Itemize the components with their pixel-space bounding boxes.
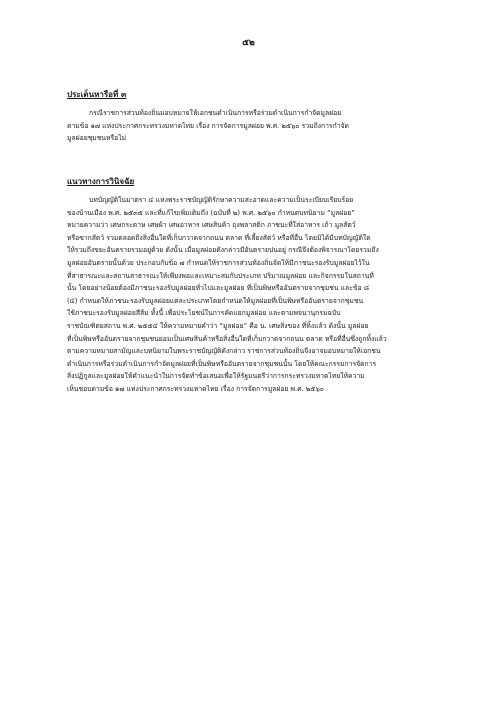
- opinion-line: หรือซากสัตว์ รวมตลอดถึงสิ่งอื่นใดที่เก็บกวาดจากถนน ตลาด ที่เลี้ยงสัตว์ หรือที่อื่น โดยมิได้มีบทบัญญัติใด: [67, 233, 371, 242]
- opinion-line: ที่สาธารณะและสถานสาธารณะให้เพียงพอและเหมาะสมกับประเภท ปริมาณมูลฝอย และกิจกรรมในสถานที่: [67, 271, 374, 280]
- opinion-line: ดำเนินการหรือร่วมดำเนินการกำจัดมูลฝอยที่เป็นพิษหรืออันตรายจากชุมชนนั้น โดยให้คณะกรรมการจัดการ: [67, 359, 377, 368]
- opinion-paragraph: [67, 194, 429, 396]
- issue-line: มูลฝอยชุมชนหรือไม่: [67, 134, 127, 143]
- opinion-line: ใช้ภาชนะรองรับมูลฝอยสีส้ม ทั้งนี้ เพื่อประโยชน์ในการคัดแยกมูลฝอย และตามพจนานุกรมฉบับ: [67, 309, 341, 318]
- opinion-line: ราชบัณฑิตยสถาน พ.ศ. ๒๕๕๔ ให้ความหมายคำว่า “มูลฝอย” คือ น. เศษสิ่งของ ที่ทิ้งแล้ว ดังนั้น มูลฝอย: [67, 321, 369, 330]
- opinion-line: บทบัญญัติในมาตรา ๔ แห่งพระราชบัญญัติรักษาความสะอาดและความเป็นระเบียบเรียบร้อย: [89, 196, 354, 204]
- issue-heading: ประเด็นหารือที่ ๓: [67, 90, 127, 99]
- issue-paragraph: [67, 107, 429, 145]
- opinion-line: (๔) กำหนดให้ภาชนะรองรับมูลฝอยแต่ละประเภทโดยกำหนดให้มูลฝอยที่เป็นพิษหรืออันตรายจากชุมชน: [67, 296, 364, 305]
- issue-section: [67, 88, 429, 145]
- opinion-line: ให้รวมถึงขยะอันตรายรวมอยู่ด้วย ดังนั้น เมื่อมูลฝอยดังกล่าวมีอันตรายปนอยู่ กรณีจึงต้องพิจารณาโดยรวมถึง: [67, 246, 379, 255]
- opinion-line: หมายความว่า เศษกระดาษ เศษผ้า เศษอาหาร เศษสินค้า ถุงพลาสติก ภาชนะที่ใส่อาหาร เถ้า มูลสัตว์: [67, 221, 356, 230]
- page-number: ๕๒: [242, 38, 255, 48]
- issue-line: ตามข้อ ๑๗ แห่งประกาศกระทรวงมหาดไทย เรื่อง การจัดการมูลฝอย พ.ศ. ๒๕๖๐ รวมถึงการกำจัด: [67, 121, 349, 130]
- opinion-line: ตามความหมายสามัญและบทนิยามในพระราชบัญญัติดังกล่าว ราชการส่วนท้องถิ่นจึงอาจมอบหมายให้เอกชน: [67, 347, 381, 356]
- opinion-line: นั้น โดยอย่างน้อยต้องมีภาชนะรองรับมูลฝอยทั่วไปและมูลฝอย ที่เป็นพิษหรืออันตรายจากชุมชน และข้อ ๘: [67, 284, 369, 293]
- opinion-line: ของบ้านเมือง พ.ศ. ๒๕๓๕ และที่แก้ไขเพิ่มเติมถึง (ฉบับที่ ๒) พ.ศ. ๒๕๖๐ กำหนดบทนิยาม “มูลฝอย”: [67, 208, 355, 217]
- issue-line: กรณีราชการส่วนท้องถิ่นมอบหมายให้เอกชนดำเนินการหรือร่วมดำเนินการกำจัดมูลฝอย: [89, 109, 342, 117]
- opinion-line: สิ่งปฏิกูลและมูลฝอยให้คำแนะนำในการจัดทำข้อเสนอเพื่อให้รัฐมนตรีว่าการกระทรวงมหาดไทยให้ความ: [67, 372, 365, 381]
- opinion-line: เห็นชอบตามข้อ ๑๗ แห่งประกาศกระทรวงมหาดไทย เรื่อง การจัดการมูลฝอย พ.ศ. ๒๕๖๐: [67, 384, 324, 393]
- opinion-section: [67, 175, 429, 396]
- opinion-line: มูลฝอยอันตรายนั้นด้วย ประกอบกับข้อ ๗ กำหนดให้ราชการส่วนท้องถิ่นจัดให้มีภาชนะรองรับมูลฝอยไว้ใน: [67, 258, 370, 267]
- opinion-heading: แนวทางการวินิจฉัย: [67, 177, 135, 186]
- opinion-line: ที่เป็นพิษหรืออันตรายจากชุมชนย่อมเป็นเศษสินค้าหรือสิ่งอื่นใดที่เก็บกวาดจากถนน ตลาด หรือที่อื่นซึ่งถูกทิ้งแล้ว: [67, 334, 387, 343]
